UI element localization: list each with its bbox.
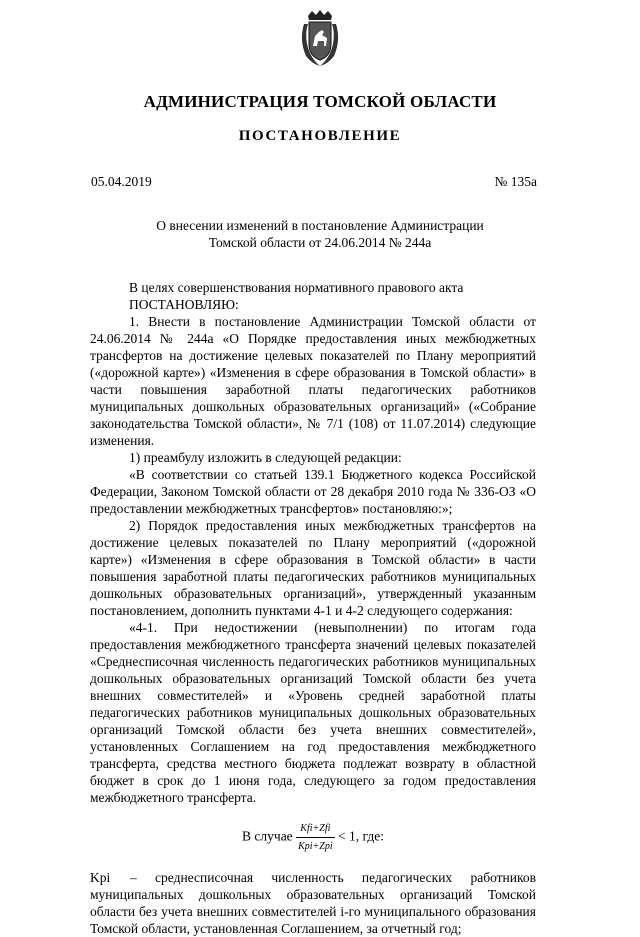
preamble-paragraph: «В соответствии со статьей 139.1 Бюджетного кодекса Российской Федерации, Законом Томской области от 28 декабря 2010 года № 336-ОЗ «О предоставлении межбюджетных трансфертов» постановляю:»;: [90, 467, 536, 516]
resolve-paragraph: ПОСТАНОВЛЯЮ:: [129, 297, 239, 312]
formula: [90, 820, 536, 855]
coat-of-arms-icon: [298, 10, 342, 68]
definition-text: – среднесписочная численность педагогических работников муниципальных дошкольных образовательных организаций Томской области без учета внешних совместителей i-го муниципального образования Томской области, установленная Соглашением, за отчетный год;: [90, 870, 536, 936]
purpose-paragraph: В целях совершенствования нормативного правового акта: [129, 280, 464, 295]
document-number: № 135а: [494, 174, 537, 189]
definition-term: Kpi: [90, 870, 111, 885]
formula-suffix: < 1, где:: [337, 828, 384, 844]
definition-paragraph: [90, 869, 536, 937]
item-1-2-paragraph: 2) Порядок предоставления иных межбюджетных трансфертов на достижение целевых показателей по Плану мероприятий («дорожной карте») «Изменения в сфере образования в Томской области» в части повышения заработной платы педагогических работников муниципальных дошкольных образовательных организаций», утвержденный указанным постановлением, дополнить пунктами 4-1 и 4-2 следующего содержания:: [90, 518, 536, 618]
formula-numerator: Kfi+Zfi: [296, 820, 335, 838]
organization-name: АДМИНИСТРАЦИЯ ТОМСКОЙ ОБЛАСТИ: [143, 92, 497, 111]
item-1-1-paragraph: 1) преамбулу изложить в следующей редакции:: [129, 450, 402, 465]
document-type: ПОСТАНОВЛЕНИЕ: [238, 128, 402, 144]
formula-denominator: Kpi+Zpi: [298, 841, 333, 852]
formula-prefix: В случае: [242, 828, 293, 844]
subject-line-2: Томской области от 24.06.2014 № 244а: [208, 235, 432, 250]
subject-line-1: О внесении изменений в постановление Администрации: [156, 218, 484, 233]
document-body: [90, 279, 536, 937]
formula-fraction: [296, 820, 335, 855]
document-subject: [150, 217, 490, 251]
point-4-1-paragraph: «4-1. При недостижении (невыполнении) по итогам года предоставления межбюджетного трансферта значений целевых показателей «Среднесписочная численность педагогических работников муниципальных дошкольных образовательных организаций Томской области без учета внешних совместителей» и «Уровень средней заработной платы педагогических работников муниципальных дошкольных образовательных организаций Томской области без учета внешних совместителей», установленных Соглашением на год предоставления межбюджетного трансферта, средства местного бюджета подлежат возврату в областной бюджет в срок до 1 июня года, следующего за годом предоставления межбюджетного трансферта.: [90, 620, 536, 805]
item-1-paragraph: 1. Внести в постановление Администрации Томской области от 24.06.2014 № 244а «О Порядке предоставления иных межбюджетных трансфертов на достижение целевых показателей по Плану мероприятий («дорожной карте») «Изменения в сфере образования в Томской области» в части повышения заработной платы педагогических работников муниципальных дошкольных образовательных организаций» («Собрание законодательства Томской области», № 7/1 (108) от 11.07.2014) следующие изменения.: [90, 314, 536, 448]
document-date: 05.04.2019: [91, 174, 152, 189]
